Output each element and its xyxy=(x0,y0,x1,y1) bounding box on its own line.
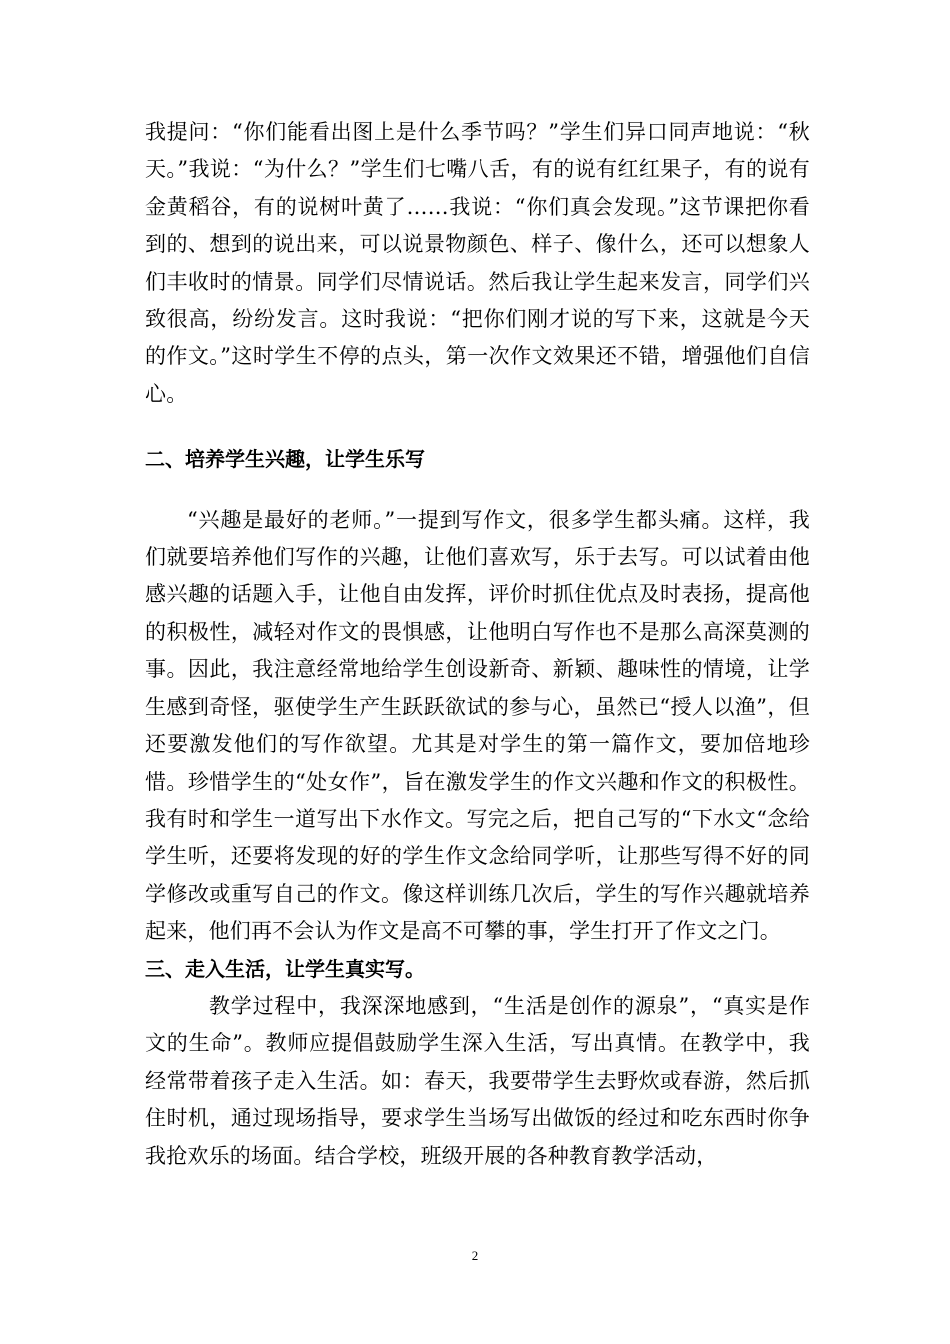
document-body xyxy=(145,114,810,1175)
section-heading-2: 二、培养学生兴趣，让学生乐写 xyxy=(145,447,425,472)
paragraph-1: 我提问：“你们能看出图上是什么季节吗？”学生们异口同声地说：“秋天。”我说：“为什么？”学生们七嘴八舌，有的说有红红果子，有的说有金黄稻谷，有的说树叶黄了……我说：“你们真会发现。”这节课把你看到的、想到的说出来，可以说景物颜色、样子、像什么，还可以想象人们丰收时的情景。同学们尽情说话。然后我让学生起来发言，同学们兴致很高，纷纷发言。这时我说：“把你们刚才说的写下来，这就是今天的作文。”这时学生不停的点头，第一次作文效果还不错，增强他们自信心。 xyxy=(145,120,810,406)
spacer xyxy=(145,479,810,502)
paragraph-3: 教学过程中，我深深地感到，“生活是创作的源泉”，“真实是作文的生命”。教师应提倡鼓励学生深入生活，写出真情。在教学中，我经常带着孩子走入生活。如：春天，我要带学生去野炊或春游，然后抓住时机，通过现场指导，要求学生当场写出做饭的经过和吃东西时你争我抢欢乐的场面。结合学校，班级开展的各种教育教学活动， xyxy=(145,993,810,1168)
spacer xyxy=(145,413,810,441)
page-number: 2 xyxy=(471,1248,479,1263)
section-heading-3: 三、走入生活，让学生真实写。 xyxy=(145,956,425,981)
paragraph-2: “兴趣是最好的老师。”一提到写作文，很多学生都头痛。这样，我们就要培养他们写作的兴趣，让他们喜欢写，乐于去写。可以试着由他感兴趣的话题入手，让他自由发挥，评价时抓住优点及时表扬，提高他的积极性，减轻对作文的畏惧感，让他明白写作也不是那么高深莫测的事。因此，我注意经常地给学生创设新奇、新颖、趣味性的情境，让学生感到奇怪，驱使学生产生跃跃欲试的参与心，虽然已“授人以渔”，但还要激发他们的写作欲望。尤其是对学生的第一篇作文，要加倍地珍惜。珍惜学生的“处女作”，旨在激发学生的作文兴趣和作文的积极性。我有时和学生一道写出下水作文。写完之后，把自己写的“下水文“念给学生听，还要将发现的好的学生作文念给同学听，让那些写得不好的同学修改或重写自己的作文。像这样训练几次后，学生的写作兴趣就培养起来，他们再不会认为作文是高不可攀的事，学生打开了作文之门。 xyxy=(145,507,810,944)
